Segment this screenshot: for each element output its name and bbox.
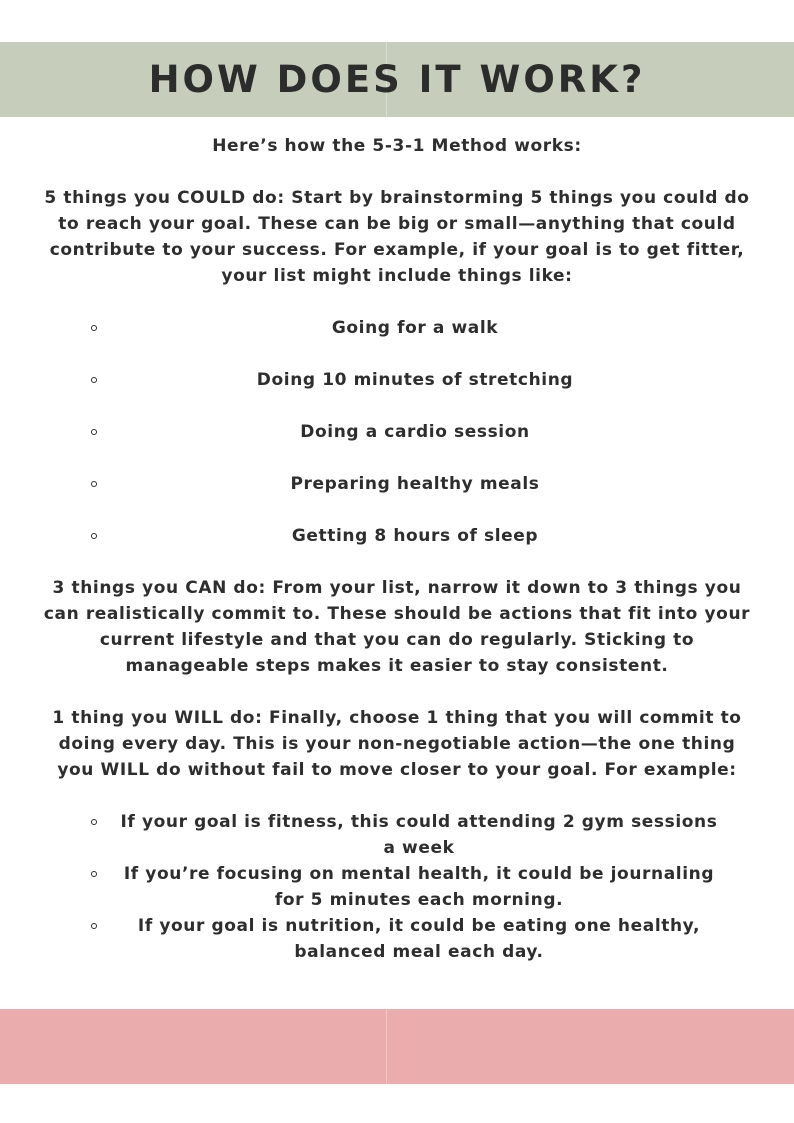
list-item <box>40 913 754 965</box>
intro-text: Here’s how the 5-3-1 Method works: <box>212 136 582 156</box>
bullet-circle-icon <box>91 377 97 383</box>
bullet-circle-icon <box>91 871 97 877</box>
bullet-circle-icon <box>91 923 97 929</box>
list-item <box>40 809 754 861</box>
list-item-text: Doing a cardio session <box>300 422 530 442</box>
list-item-text: Preparing healthy meals <box>290 474 540 494</box>
list-item <box>40 523 754 549</box>
could-list <box>40 315 754 549</box>
bullet-circle-icon <box>91 429 97 435</box>
list-item-text: If your goal is fitness, this could attending 2 gym sessions a week <box>120 812 718 858</box>
footer-band-seam <box>386 1009 387 1084</box>
page-title: HOW DOES IT WORK? <box>148 58 646 101</box>
will-paragraph: 1 thing you WILL do: Finally, choose 1 thing that you will commit to doing every day. This is your non-negotiable action—the one thing you WILL do without fail to move closer to your goal. For example: <box>52 708 742 780</box>
bullet-circle-icon <box>91 819 97 825</box>
content-body <box>40 133 754 965</box>
bullet-circle-icon <box>91 533 97 539</box>
could-paragraph: 5 things you COULD do: Start by brainstorming 5 things you could do to reach your goal. These can be big or small—anything that could contribute to your success. For example, if your goal is to get fitter, your list might include things like: <box>44 188 750 286</box>
list-item <box>40 419 754 445</box>
list-item-text: Doing 10 minutes of stretching <box>256 370 574 390</box>
bullet-circle-icon <box>91 481 97 487</box>
list-item-text: If your goal is nutrition, it could be eating one healthy, balanced meal each day. <box>137 916 701 962</box>
list-item-text: Going for a walk <box>331 318 499 338</box>
list-item <box>40 367 754 393</box>
list-item-text: If you’re focusing on mental health, it could be journaling for 5 minutes each morning. <box>123 864 715 910</box>
bullet-circle-icon <box>91 325 97 331</box>
footer-band <box>0 1009 794 1084</box>
can-paragraph: 3 things you CAN do: From your list, narrow it down to 3 things you can realistically commit to. These should be actions that fit into your current lifestyle and that you can do regularly. Sticking to manageable steps makes it easier to stay consistent. <box>43 578 751 676</box>
list-item-text: Getting 8 hours of sleep <box>291 526 539 546</box>
list-item <box>40 471 754 497</box>
list-item <box>40 315 754 341</box>
list-item <box>40 861 754 913</box>
will-examples-list <box>40 809 754 965</box>
